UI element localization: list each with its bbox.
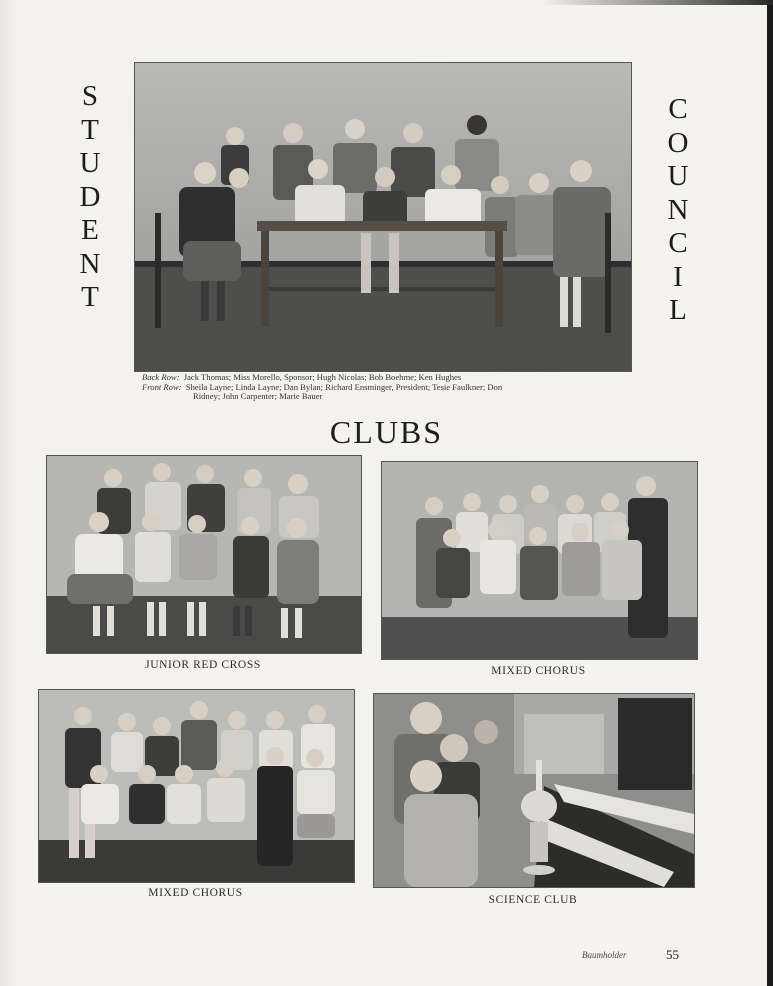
junior-red-cross-photo <box>46 455 362 654</box>
heading-letter: N <box>79 247 101 280</box>
science-club-photo <box>373 693 695 888</box>
front-row-label: Front Row: <box>142 381 182 392</box>
mixed-chorus-photo-2 <box>38 689 355 883</box>
page-top-shadow <box>540 0 773 5</box>
page-number: 55 <box>666 947 679 962</box>
council-heading <box>664 93 692 328</box>
heading-letter: U <box>79 147 101 179</box>
mixed-chorus-photo-1 <box>381 461 698 660</box>
front-row-names-line2: Ridney; John Carpenter; Marie Bauer <box>193 391 323 402</box>
science-club-caption: SCIENCE CLUB <box>488 894 578 906</box>
back-row-label: Back Row: <box>142 372 180 382</box>
clubs-heading: CLUBS <box>329 414 444 450</box>
heading-letter: C <box>668 227 688 259</box>
heading-letter: D <box>79 180 101 213</box>
heading-letter: I <box>673 260 683 293</box>
junior-red-cross-caption: JUNIOR RED CROSS <box>145 659 261 671</box>
mixed-chorus-caption-1: MIXED CHORUS <box>491 665 586 677</box>
heading-letter: U <box>667 160 689 192</box>
heading-letter: E <box>81 214 99 246</box>
student-heading <box>76 80 104 315</box>
page-edge-shadow <box>767 0 773 986</box>
heading-letter: N <box>667 193 689 226</box>
heading-letter: L <box>669 294 687 326</box>
heading-letter: O <box>667 126 689 159</box>
student-council-caption <box>142 373 622 402</box>
heading-letter: C <box>668 93 688 125</box>
student-council-photo <box>134 62 632 372</box>
front-row-line-2 <box>142 392 622 402</box>
heading-letter: S <box>81 80 99 112</box>
mixed-chorus-caption-2: MIXED CHORUS <box>148 887 243 899</box>
publication-name: Baumholder <box>582 950 627 960</box>
back-row-names: Jack Thomas; Miss Morello, Sponsor; Hugh Nicolas; Bob Boehme; Ken Hughes <box>183 372 462 382</box>
front-row-names-line1: Sheila Layne; Linda Layne; Dan Bylan; Richard Ensminger, President; Tesie Faulkner; Don <box>185 381 503 392</box>
heading-letter: T <box>81 281 99 313</box>
heading-letter: T <box>81 113 99 146</box>
